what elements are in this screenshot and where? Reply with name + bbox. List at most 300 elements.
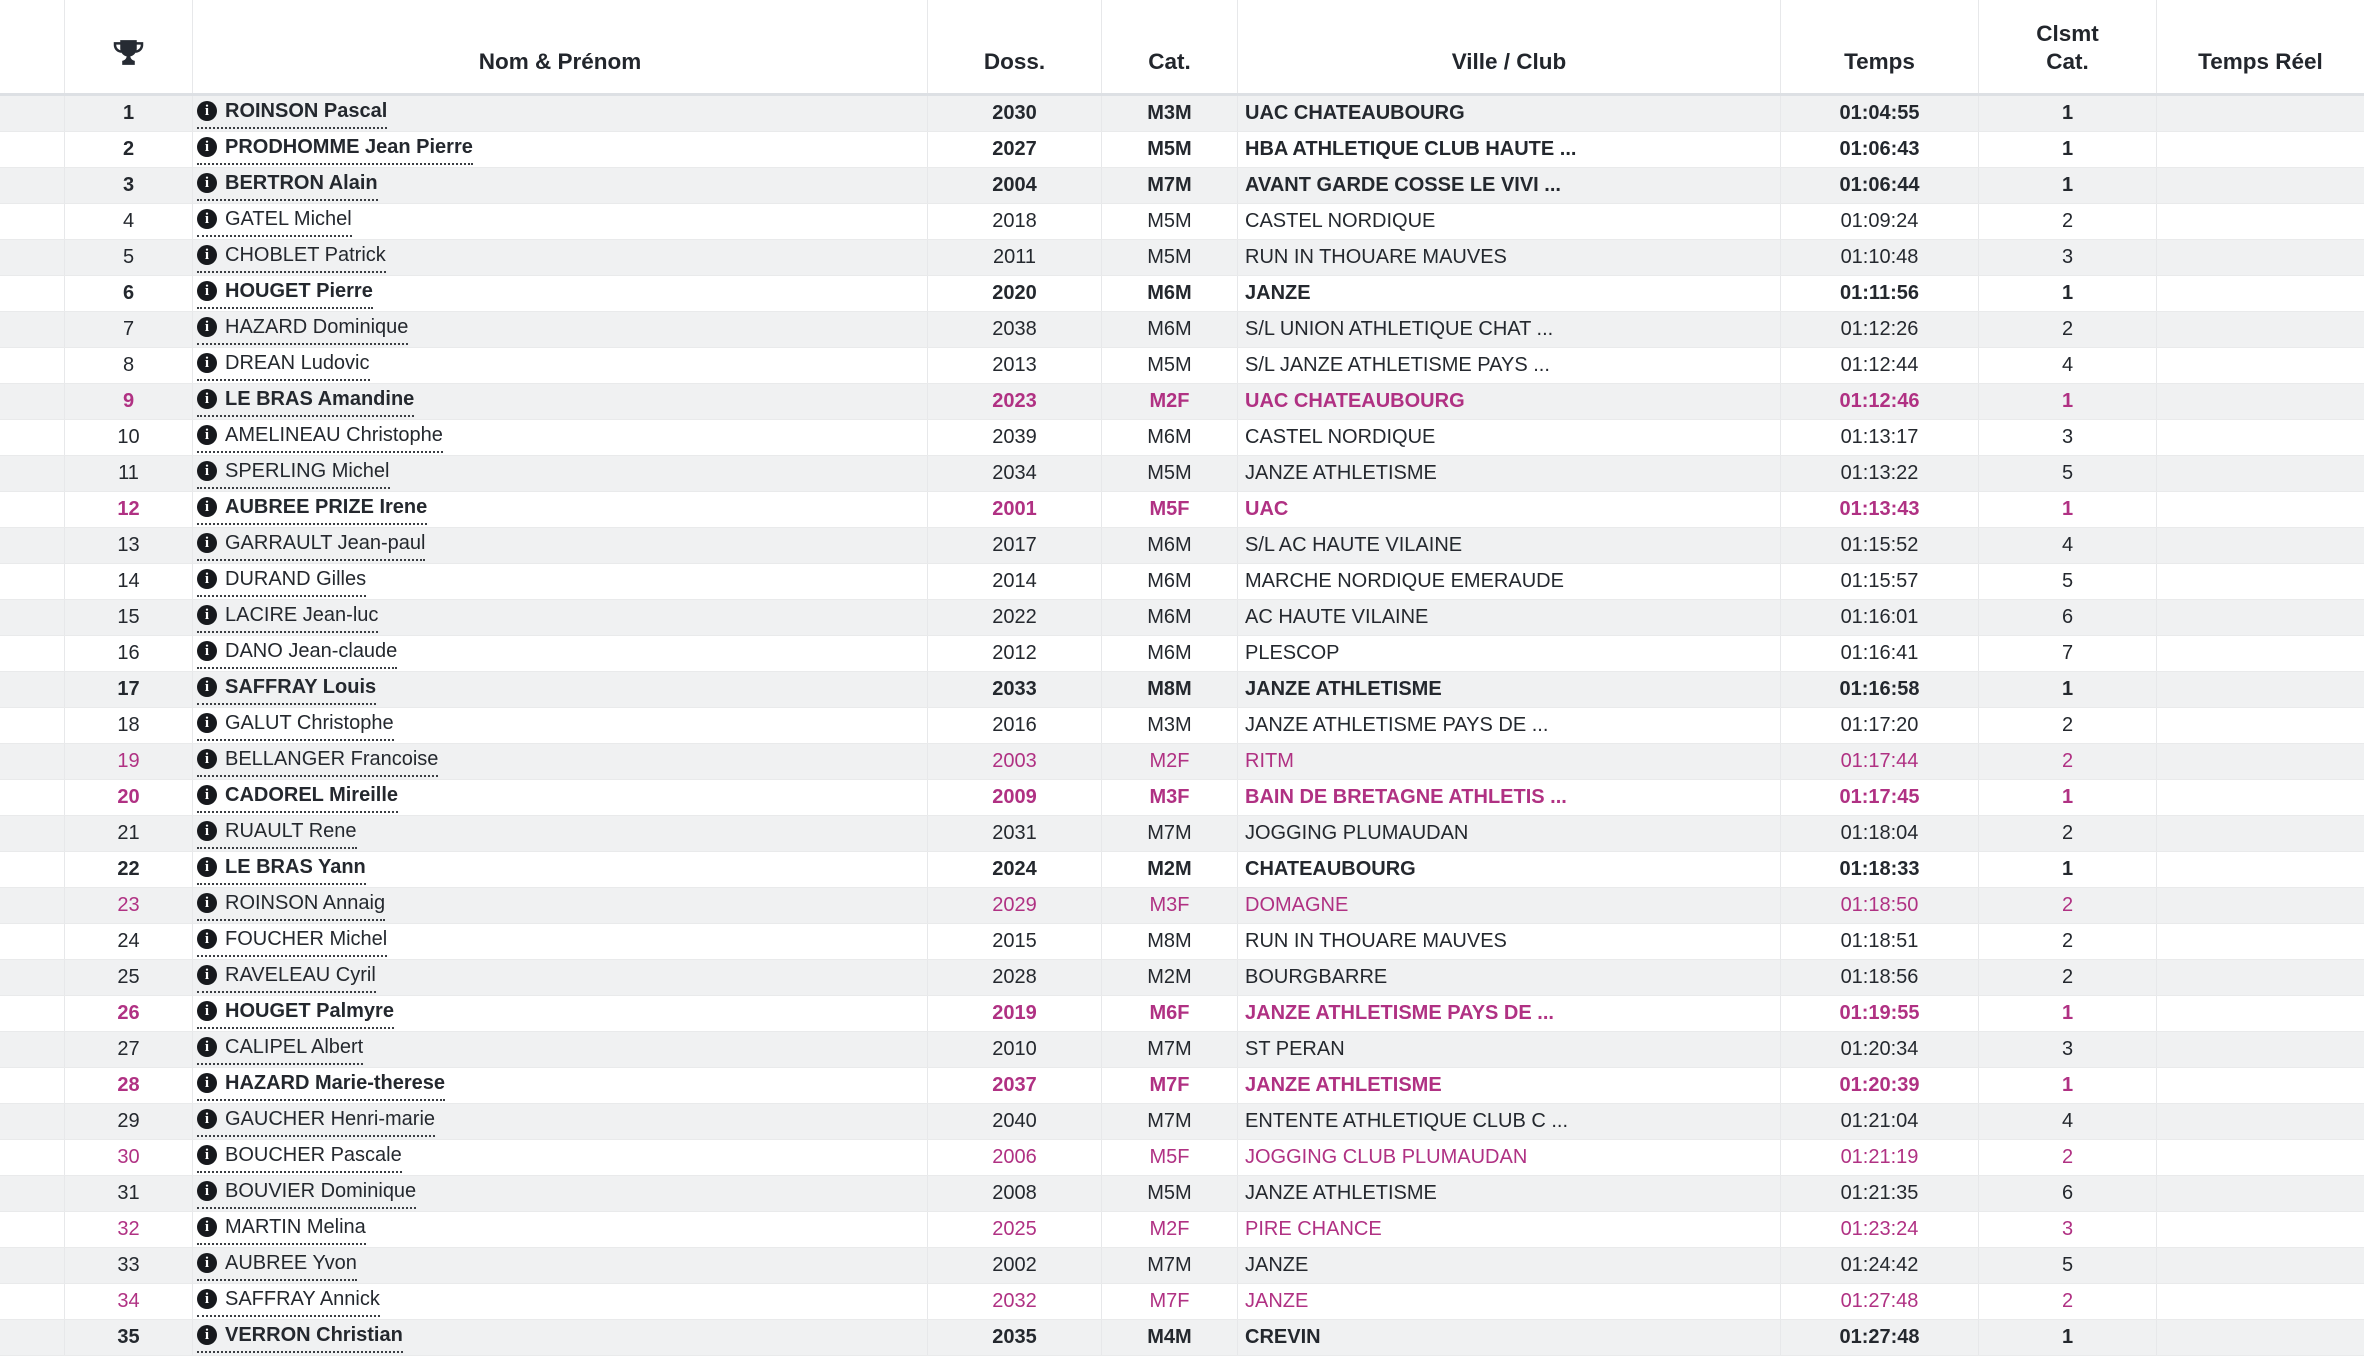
category-rank-cell: 4 [1979, 528, 2157, 563]
runner-name-link[interactable] [197, 459, 390, 489]
runner-name-link[interactable] [197, 1287, 380, 1317]
category-cell: M6M [1102, 276, 1238, 311]
club-cell: UAC [1238, 492, 1781, 527]
info-icon[interactable]: i [197, 965, 217, 985]
info-icon[interactable]: i [197, 1253, 217, 1273]
club-cell: UAC CHATEAUBOURG [1238, 96, 1781, 131]
runner-name-link[interactable] [197, 675, 376, 705]
real-time-cell [2157, 564, 2364, 599]
info-icon[interactable]: i [197, 1325, 217, 1345]
info-icon[interactable]: i [197, 1037, 217, 1057]
header-club[interactable]: Ville / Club [1238, 0, 1781, 93]
runner-name: GALUT Christophe [225, 711, 394, 734]
real-time-cell [2157, 312, 2364, 347]
dossard-cell: 2031 [928, 816, 1102, 851]
dossard-cell: 2012 [928, 636, 1102, 671]
header-category[interactable]: Cat. [1102, 0, 1238, 93]
runner-name: VERRON Christian [225, 1323, 403, 1346]
row-empty-cell [0, 348, 65, 383]
row-empty-cell [0, 528, 65, 563]
real-time-cell [2157, 528, 2364, 563]
table-row [0, 1284, 2364, 1320]
time-cell: 01:18:51 [1781, 924, 1979, 959]
table-row [0, 780, 2364, 816]
category-cell: M7M [1102, 816, 1238, 851]
club-cell: MARCHE NORDIQUE EMERAUDE [1238, 564, 1781, 599]
name-cell [193, 1284, 928, 1319]
category-cell: M3F [1102, 888, 1238, 923]
real-time-cell [2157, 1284, 2364, 1319]
table-row [0, 348, 2364, 384]
runner-name: HOUGET Palmyre [225, 999, 394, 1022]
table-row [0, 924, 2364, 960]
info-icon[interactable]: i [197, 821, 217, 841]
category-cell: M7M [1102, 1104, 1238, 1139]
name-cell [193, 528, 928, 563]
row-empty-cell [0, 96, 65, 131]
rank-cell: 18 [65, 708, 193, 743]
trophy-icon [112, 40, 145, 69]
rank-cell: 27 [65, 1032, 193, 1067]
info-icon[interactable]: i [197, 317, 217, 337]
dossard-cell: 2034 [928, 456, 1102, 491]
row-empty-cell [0, 492, 65, 527]
dossard-cell: 2037 [928, 1068, 1102, 1103]
rank-cell: 26 [65, 996, 193, 1031]
name-cell [193, 1068, 928, 1103]
info-icon[interactable]: i [197, 569, 217, 589]
category-rank-cell: 2 [1979, 1140, 2157, 1175]
dossard-cell: 2024 [928, 852, 1102, 887]
runner-name: LE BRAS Amandine [225, 387, 415, 410]
info-icon[interactable]: i [197, 893, 217, 913]
club-cell: JANZE [1238, 1248, 1781, 1283]
dossard-cell: 2022 [928, 600, 1102, 635]
runner-name-link[interactable] [197, 639, 397, 669]
runner-name: BOUCHER Pascale [225, 1143, 402, 1166]
runner-name: BOUVIER Dominique [225, 1179, 417, 1202]
table-row [0, 744, 2364, 780]
club-cell: S/L AC HAUTE VILAINE [1238, 528, 1781, 563]
runner-name: LE BRAS Yann [225, 855, 366, 878]
row-empty-cell [0, 132, 65, 167]
runner-name-link[interactable] [197, 1251, 357, 1281]
header-real-time[interactable]: Temps Réel [2198, 48, 2323, 74]
row-empty-cell [0, 636, 65, 671]
dossard-cell: 2003 [928, 744, 1102, 779]
runner-name-link[interactable] [197, 135, 473, 165]
runner-name-link[interactable] [197, 207, 352, 237]
time-cell: 01:20:34 [1781, 1032, 1979, 1067]
club-cell: JOGGING PLUMAUDAN [1238, 816, 1781, 851]
info-icon[interactable]: i [197, 857, 217, 877]
club-cell: CASTEL NORDIQUE [1238, 204, 1781, 239]
runner-name: SAFFRAY Louis [225, 675, 377, 698]
info-icon[interactable]: i [197, 1217, 217, 1237]
runner-name-link[interactable] [197, 855, 366, 885]
row-empty-cell [0, 996, 65, 1031]
runner-name-link[interactable] [197, 963, 376, 993]
info-icon[interactable]: i [197, 245, 217, 265]
info-icon[interactable]: i [197, 677, 217, 697]
club-cell: S/L JANZE ATHLETISME PAYS ... [1238, 348, 1781, 383]
club-cell: ENTENTE ATHLETIQUE CLUB C ... [1238, 1104, 1781, 1139]
info-icon[interactable]: i [197, 461, 217, 481]
name-cell [193, 240, 928, 275]
real-time-cell [2157, 888, 2364, 923]
time-cell: 01:04:55 [1781, 96, 1979, 131]
category-rank-cell: 5 [1979, 564, 2157, 599]
club-cell: RITM [1238, 744, 1781, 779]
real-time-cell [2157, 348, 2364, 383]
rank-cell: 6 [65, 276, 193, 311]
club-cell: JANZE ATHLETISME [1238, 1068, 1781, 1103]
time-cell: 01:18:33 [1781, 852, 1979, 887]
runner-name: RAVELEAU Cyril [225, 963, 376, 986]
runner-name-link[interactable] [197, 99, 387, 129]
table-row [0, 816, 2364, 852]
runner-name-link[interactable] [197, 927, 387, 957]
info-icon[interactable]: i [197, 389, 217, 409]
info-icon[interactable]: i [197, 353, 217, 373]
info-icon[interactable]: i [197, 641, 217, 661]
dossard-cell: 2017 [928, 528, 1102, 563]
rank-cell: 11 [65, 456, 193, 491]
time-cell: 01:17:45 [1781, 780, 1979, 815]
info-icon[interactable]: i [197, 1001, 217, 1021]
info-icon[interactable]: i [197, 137, 217, 157]
club-cell: CASTEL NORDIQUE [1238, 420, 1781, 455]
runner-name-link[interactable] [197, 567, 366, 597]
runner-name-link[interactable] [197, 243, 386, 273]
category-rank-cell: 1 [1979, 492, 2157, 527]
rank-cell: 13 [65, 528, 193, 563]
club-cell: ST PERAN [1238, 1032, 1781, 1067]
time-cell: 01:15:57 [1781, 564, 1979, 599]
runner-name-link[interactable] [197, 1323, 403, 1353]
real-time-cell [2157, 924, 2364, 959]
time-cell: 01:20:39 [1781, 1068, 1979, 1103]
info-icon[interactable]: i [197, 281, 217, 301]
info-icon[interactable]: i [197, 1145, 217, 1165]
info-icon[interactable]: i [197, 713, 217, 733]
runner-name-link[interactable] [197, 1215, 366, 1245]
runner-name-link[interactable] [197, 279, 373, 309]
real-time-cell [2157, 1320, 2364, 1355]
info-icon[interactable]: i [197, 425, 217, 445]
dossard-cell: 2040 [928, 1104, 1102, 1139]
category-rank-cell: 4 [1979, 348, 2157, 383]
table-row [0, 528, 2364, 564]
name-cell [193, 564, 928, 599]
runner-name: AUBREE PRIZE Irene [225, 495, 428, 518]
real-time-cell [2157, 1068, 2364, 1103]
real-time-cell [2157, 204, 2364, 239]
table-row [0, 852, 2364, 888]
table-row [0, 1032, 2364, 1068]
club-cell: JANZE ATHLETISME [1238, 672, 1781, 707]
category-cell: M3M [1102, 708, 1238, 743]
rank-cell: 24 [65, 924, 193, 959]
category-rank-cell: 3 [1979, 1032, 2157, 1067]
name-cell [193, 348, 928, 383]
time-cell: 01:16:01 [1781, 600, 1979, 635]
category-rank-cell: 1 [1979, 1068, 2157, 1103]
rank-cell: 30 [65, 1140, 193, 1175]
rank-cell: 28 [65, 1068, 193, 1103]
club-cell: JANZE ATHLETISME PAYS DE ... [1238, 996, 1781, 1031]
info-icon[interactable]: i [197, 1073, 217, 1093]
row-empty-cell [0, 816, 65, 851]
table-row [0, 1068, 2364, 1104]
name-cell [193, 384, 928, 419]
category-cell: M2F [1102, 1212, 1238, 1247]
row-empty-cell [0, 852, 65, 887]
real-time-cell [2157, 1104, 2364, 1139]
row-empty-cell [0, 600, 65, 635]
category-rank-cell: 1 [1979, 132, 2157, 167]
category-rank-cell: 2 [1979, 888, 2157, 923]
runner-name-link[interactable] [197, 495, 427, 525]
runner-name-link[interactable] [197, 1071, 445, 1101]
dossard-cell: 2014 [928, 564, 1102, 599]
info-icon[interactable]: i [197, 173, 217, 193]
club-cell: S/L UNION ATHLETIQUE CHAT ... [1238, 312, 1781, 347]
rank-cell: 33 [65, 1248, 193, 1283]
info-icon[interactable]: i [197, 101, 217, 121]
real-time-cell [2157, 780, 2364, 815]
runner-name-link[interactable] [197, 819, 357, 849]
dossard-cell: 2010 [928, 1032, 1102, 1067]
real-time-cell [2157, 672, 2364, 707]
category-rank-cell: 1 [1979, 996, 2157, 1031]
runner-name-link[interactable] [197, 423, 443, 453]
category-rank-cell: 3 [1979, 420, 2157, 455]
name-cell [193, 780, 928, 815]
category-rank-cell: 5 [1979, 456, 2157, 491]
info-icon[interactable]: i [197, 1181, 217, 1201]
table-row [0, 1140, 2364, 1176]
real-time-cell [2157, 168, 2364, 203]
rank-cell: 32 [65, 1212, 193, 1247]
real-time-cell [2157, 1176, 2364, 1211]
club-cell: CHATEAUBOURG [1238, 852, 1781, 887]
name-cell [193, 1212, 928, 1247]
header-category-rank-line1: Clsmt [2036, 20, 2099, 46]
header-time[interactable]: Temps [1781, 0, 1979, 93]
name-cell [193, 816, 928, 851]
dossard-cell: 2008 [928, 1176, 1102, 1211]
runner-name-link[interactable] [197, 783, 398, 813]
club-cell: AC HAUTE VILAINE [1238, 600, 1781, 635]
category-cell: M7M [1102, 1032, 1238, 1067]
time-cell: 01:12:44 [1781, 348, 1979, 383]
category-rank-cell: 1 [1979, 1320, 2157, 1355]
table-row [0, 1320, 2364, 1356]
category-cell: M5M [1102, 348, 1238, 383]
rank-cell: 16 [65, 636, 193, 671]
time-cell: 01:18:50 [1781, 888, 1979, 923]
real-time-cell [2157, 960, 2364, 995]
dossard-cell: 2020 [928, 276, 1102, 311]
rank-cell: 23 [65, 888, 193, 923]
header-empty [0, 0, 65, 93]
row-empty-cell [0, 888, 65, 923]
category-rank-cell: 2 [1979, 816, 2157, 851]
runner-name-link[interactable] [197, 1107, 435, 1137]
name-cell [193, 96, 928, 131]
time-cell: 01:13:17 [1781, 420, 1979, 455]
category-cell: M8M [1102, 672, 1238, 707]
category-rank-cell: 5 [1979, 1248, 2157, 1283]
real-time-cell [2157, 1032, 2364, 1067]
category-cell: M5M [1102, 240, 1238, 275]
name-cell [193, 1248, 928, 1283]
club-cell: HBA ATHLETIQUE CLUB HAUTE ... [1238, 132, 1781, 167]
real-time-cell [2157, 996, 2364, 1031]
name-cell [193, 636, 928, 671]
table-row [0, 672, 2364, 708]
rank-cell: 7 [65, 312, 193, 347]
real-time-cell [2157, 816, 2364, 851]
table-row [0, 456, 2364, 492]
dossard-cell: 2006 [928, 1140, 1102, 1175]
runner-name: LACIRE Jean-luc [225, 603, 379, 626]
header-name[interactable]: Nom & Prénom [193, 0, 928, 93]
row-empty-cell [0, 924, 65, 959]
time-cell: 01:09:24 [1781, 204, 1979, 239]
row-empty-cell [0, 1248, 65, 1283]
runner-name-link[interactable] [197, 387, 414, 417]
runner-name: HAZARD Marie-therese [225, 1071, 446, 1094]
runner-name: BERTRON Alain [225, 171, 378, 194]
time-cell: 01:17:20 [1781, 708, 1979, 743]
info-icon[interactable]: i [197, 749, 217, 769]
row-empty-cell [0, 1284, 65, 1319]
name-cell [193, 1320, 928, 1355]
club-cell: JANZE [1238, 276, 1781, 311]
name-cell [193, 420, 928, 455]
table-row [0, 996, 2364, 1032]
club-cell: JANZE ATHLETISME [1238, 456, 1781, 491]
table-row [0, 492, 2364, 528]
category-rank-cell: 2 [1979, 708, 2157, 743]
runner-name-link[interactable] [197, 603, 378, 633]
table-row [0, 384, 2364, 420]
runner-name-link[interactable] [197, 315, 408, 345]
rank-cell: 2 [65, 132, 193, 167]
dossard-cell: 2016 [928, 708, 1102, 743]
category-cell: M5M [1102, 132, 1238, 167]
table-row [0, 960, 2364, 996]
table-row [0, 204, 2364, 240]
category-cell: M2M [1102, 960, 1238, 995]
runner-name-link[interactable] [197, 711, 394, 741]
header-rank[interactable] [65, 0, 193, 93]
category-cell: M5F [1102, 1140, 1238, 1175]
club-cell: JANZE ATHLETISME [1238, 1176, 1781, 1211]
category-rank-cell: 1 [1979, 96, 2157, 131]
rank-cell: 34 [65, 1284, 193, 1319]
runner-name: GATEL Michel [225, 207, 352, 230]
category-cell: M7F [1102, 1068, 1238, 1103]
runner-name: RUAULT Rene [225, 819, 357, 842]
dossard-cell: 2033 [928, 672, 1102, 707]
info-icon[interactable]: i [197, 1289, 217, 1309]
row-empty-cell [0, 780, 65, 815]
table-row [0, 636, 2364, 672]
time-cell: 01:12:46 [1781, 384, 1979, 419]
club-cell: DOMAGNE [1238, 888, 1781, 923]
rank-cell: 17 [65, 672, 193, 707]
info-icon[interactable]: i [197, 209, 217, 229]
dossard-cell: 2009 [928, 780, 1102, 815]
real-time-cell [2157, 384, 2364, 419]
info-icon[interactable]: i [197, 605, 217, 625]
info-icon[interactable]: i [197, 1109, 217, 1129]
runner-name: CHOBLET Patrick [225, 243, 386, 266]
dossard-cell: 2019 [928, 996, 1102, 1031]
row-empty-cell [0, 456, 65, 491]
time-cell: 01:27:48 [1781, 1320, 1979, 1355]
header-category-rank[interactable] [1979, 0, 2157, 93]
header-dossard[interactable]: Doss. [928, 0, 1102, 93]
category-cell: M5M [1102, 204, 1238, 239]
category-cell: M7F [1102, 1284, 1238, 1319]
category-rank-cell: 1 [1979, 672, 2157, 707]
runner-name-link[interactable] [197, 999, 394, 1029]
category-rank-cell: 1 [1979, 852, 2157, 887]
name-cell [193, 924, 928, 959]
row-empty-cell [0, 168, 65, 203]
dossard-cell: 2002 [928, 1248, 1102, 1283]
real-time-cell [2157, 96, 2364, 131]
category-cell: M2F [1102, 384, 1238, 419]
info-icon[interactable]: i [197, 929, 217, 949]
runner-name: CALIPEL Albert [225, 1035, 364, 1058]
table-row [0, 1212, 2364, 1248]
runner-name-link[interactable] [197, 171, 378, 201]
category-cell: M3F [1102, 780, 1238, 815]
real-time-cell [2157, 132, 2364, 167]
category-rank-cell: 1 [1979, 384, 2157, 419]
runner-name-link[interactable] [197, 351, 370, 381]
real-time-cell [2157, 1248, 2364, 1283]
runner-name-link[interactable] [197, 891, 385, 921]
name-cell [193, 996, 928, 1031]
category-rank-cell: 1 [1979, 780, 2157, 815]
name-cell [193, 492, 928, 527]
club-cell: RUN IN THOUARE MAUVES [1238, 240, 1781, 275]
runner-name-link[interactable] [197, 1143, 402, 1173]
name-cell [193, 960, 928, 995]
info-icon[interactable]: i [197, 785, 217, 805]
runner-name-link[interactable] [197, 531, 425, 561]
info-icon[interactable]: i [197, 533, 217, 553]
real-time-cell [2157, 240, 2364, 275]
runner-name-link[interactable] [197, 747, 438, 777]
info-icon[interactable]: i [197, 497, 217, 517]
runner-name-link[interactable] [197, 1035, 363, 1065]
runner-name-link[interactable] [197, 1179, 416, 1209]
table-row [0, 240, 2364, 276]
runner-name: GARRAULT Jean-paul [225, 531, 426, 554]
club-cell: PIRE CHANCE [1238, 1212, 1781, 1247]
name-cell [193, 276, 928, 311]
runner-name: AMELINEAU Christophe [225, 423, 443, 446]
dossard-cell: 2004 [928, 168, 1102, 203]
category-rank-cell: 1 [1979, 276, 2157, 311]
